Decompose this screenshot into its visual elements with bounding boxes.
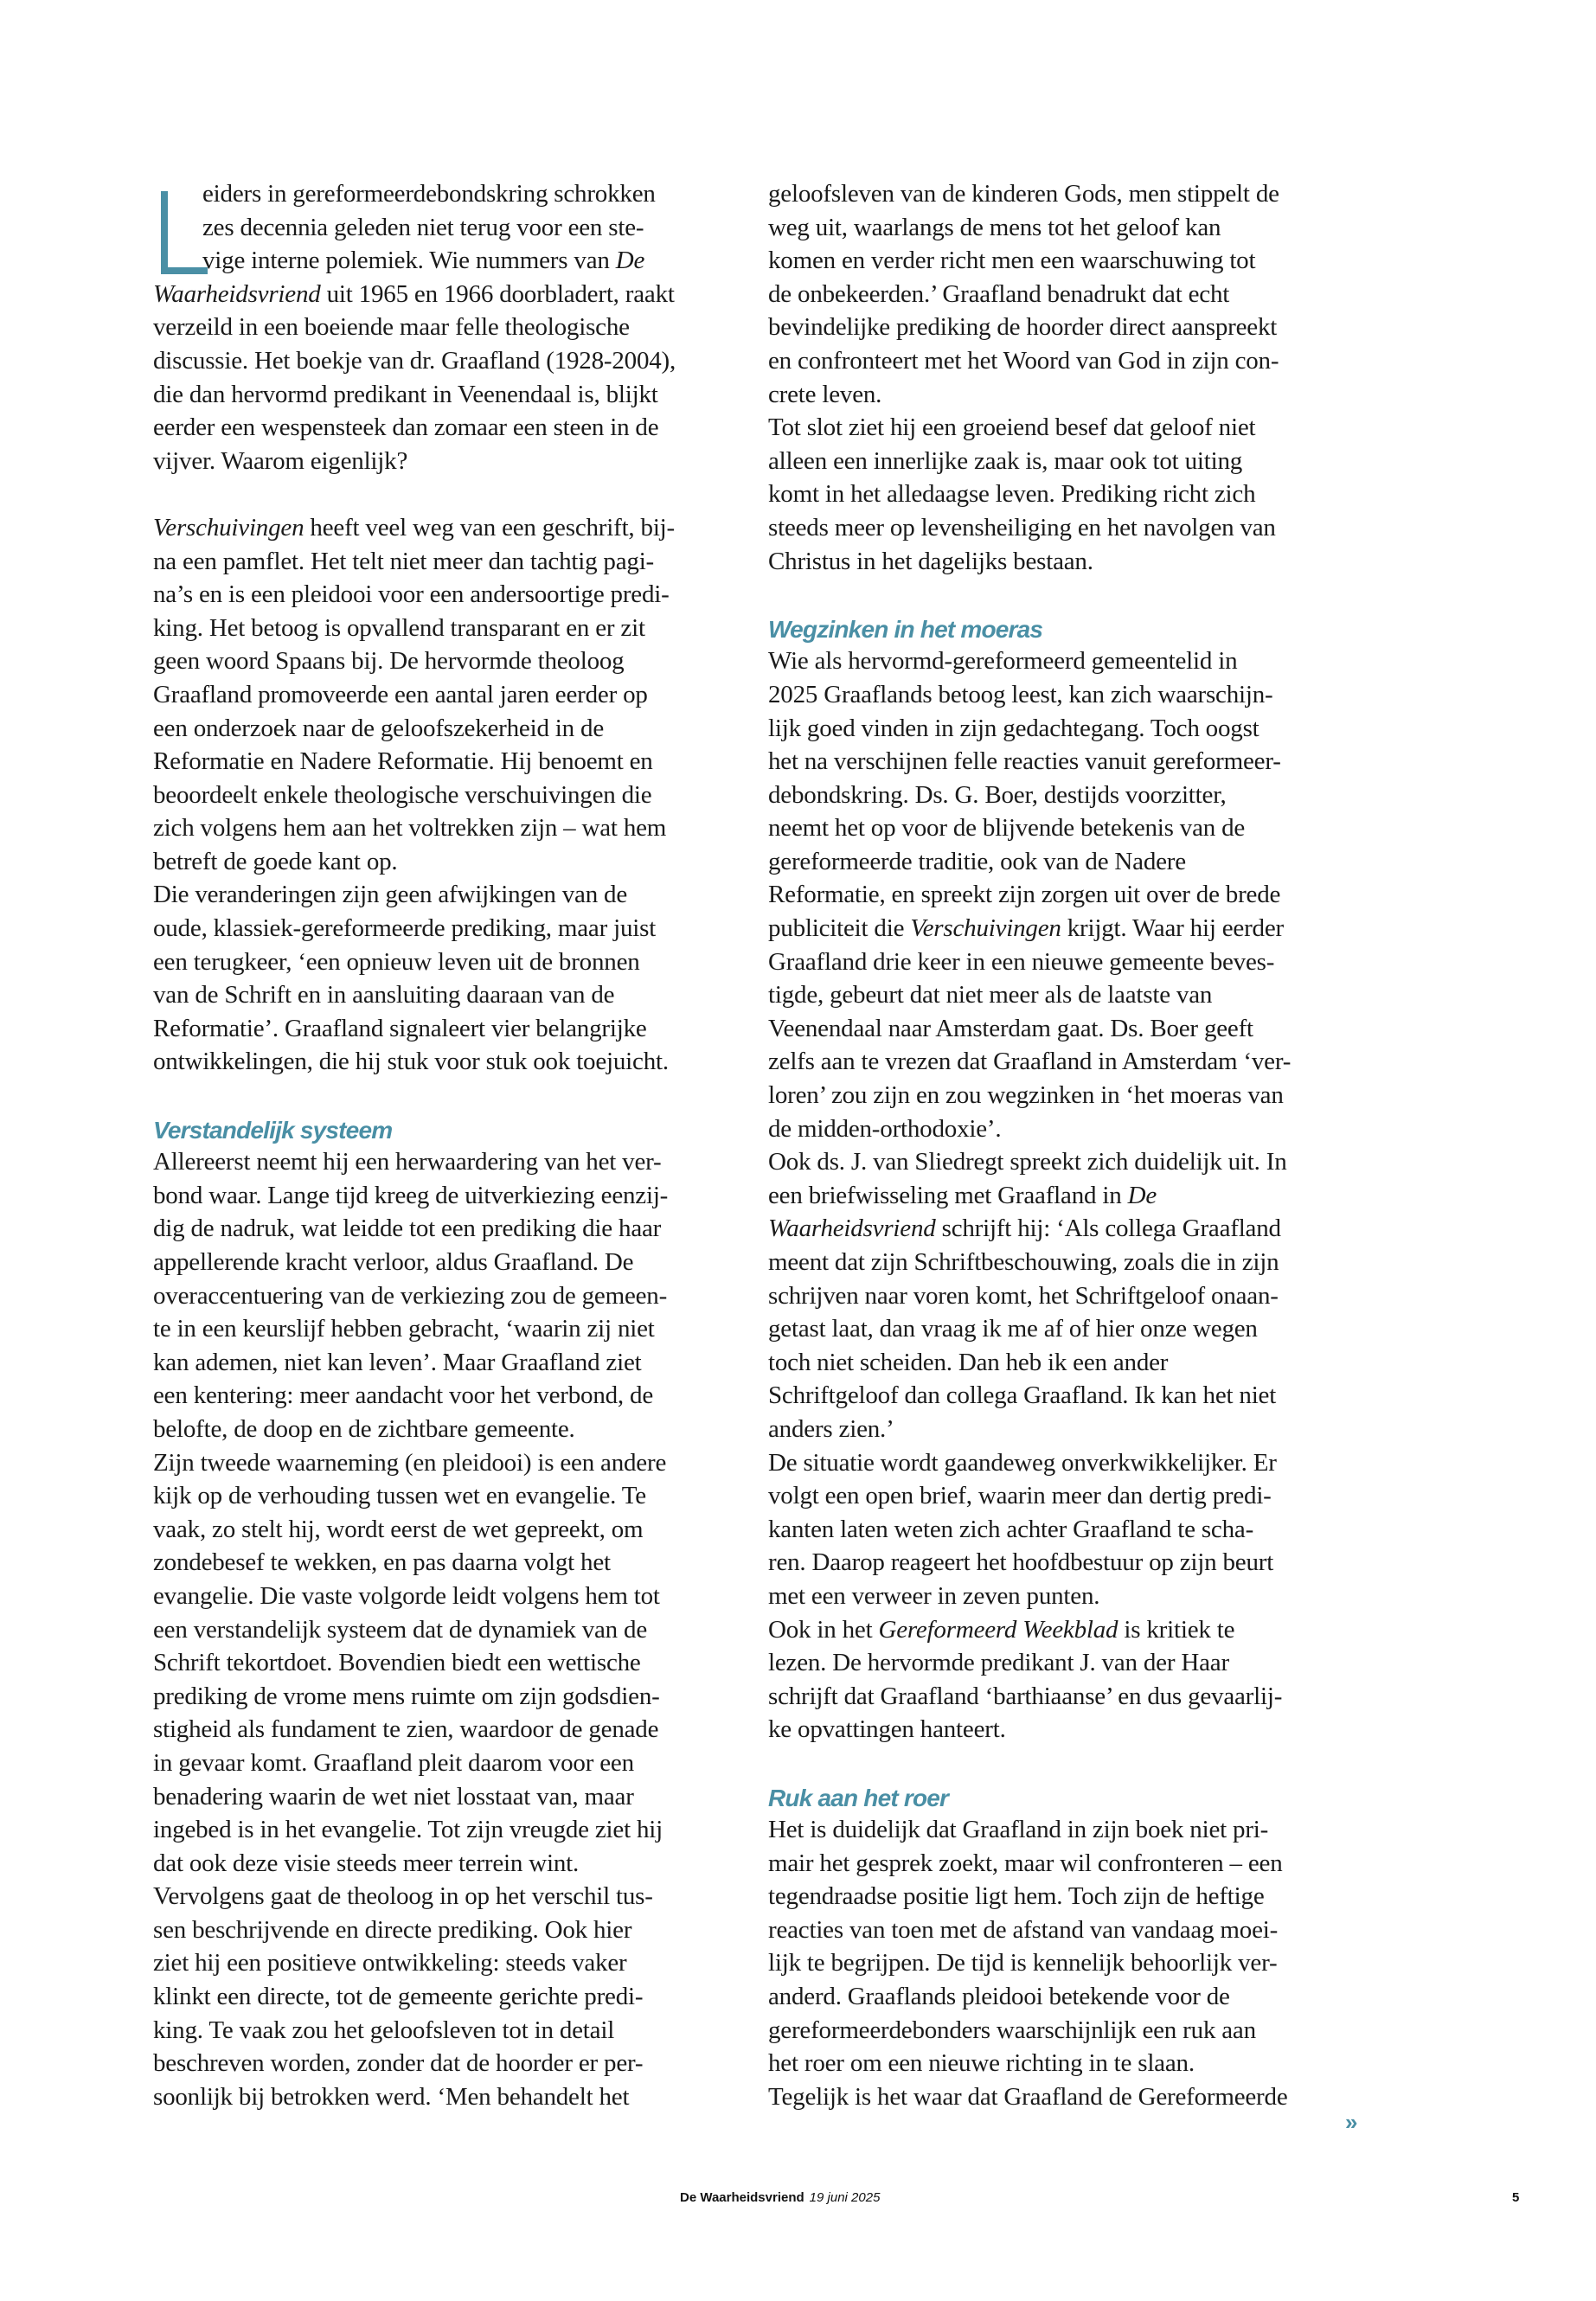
text-run: tigde, gebeurt dat niet meer als de laatste van bbox=[768, 981, 1213, 1009]
text-run: komen en verder richt men een waarschuwing tot bbox=[768, 247, 1256, 275]
text-run: gereformeerde traditie, ook van de Nadere bbox=[768, 847, 1186, 875]
text-line bbox=[768, 1513, 1339, 1547]
text-run: schrijft hij: ‘Als collega Graafland bbox=[935, 1215, 1281, 1243]
paragraph-gap bbox=[153, 478, 724, 511]
text-line bbox=[153, 445, 724, 478]
text-line bbox=[768, 1413, 1339, 1446]
text-line bbox=[153, 1446, 724, 1480]
text-run: lezen. De hervormde predikant J. van der Haar bbox=[768, 1649, 1229, 1677]
text-run: een kentering: meer aandacht voor het verbond, de bbox=[153, 1381, 654, 1410]
text-run: weg uit, waarlangs de mens tot het geloof kan bbox=[768, 213, 1221, 241]
text-run: alleen een innerlijke zaak is, maar ook tot uiting bbox=[768, 446, 1243, 475]
text-run: zes decennia geleden niet terug voor een ste- bbox=[202, 213, 644, 241]
text-run: ren. Daarop reageert het hoofdbestuur op zijn beurt bbox=[768, 1548, 1274, 1577]
text-line bbox=[153, 878, 724, 912]
text-line bbox=[153, 644, 724, 678]
italic-title: Verschuivingen bbox=[910, 914, 1061, 943]
text-run: Wie als hervormd-gereformeerd gemeentelid in bbox=[768, 647, 1238, 676]
text-run: zich volgens hem aan het voltrekken zijn – wat hem bbox=[153, 814, 667, 843]
text-run: bond waar. Lange tijd kreeg de uitverkiezing eenzij- bbox=[153, 1181, 669, 1209]
text-run: kijk op de verhouding tussen wet en evangelie. Te bbox=[153, 1482, 646, 1510]
text-run: volgt een open brief, waarin meer dan dertig predi- bbox=[768, 1482, 1272, 1510]
text-line bbox=[153, 1680, 724, 1714]
text-line bbox=[153, 978, 724, 1012]
text-run: krijgt. Waar hij eerder bbox=[1061, 914, 1284, 943]
text-run: schrijft dat Graafland ‘barthiaanse’ en dus gevaarlij- bbox=[768, 1682, 1283, 1710]
text-line bbox=[768, 2014, 1339, 2048]
text-run: Graafland promoveerde een aantal jaren eerder op bbox=[153, 680, 648, 708]
text-line bbox=[768, 1212, 1339, 1246]
page-number: 5 bbox=[1512, 2190, 1520, 2205]
text-run: belofte, de doop en de zichtbare gemeente. bbox=[153, 1414, 575, 1443]
text-line bbox=[153, 1145, 724, 1179]
text-line bbox=[153, 1379, 724, 1413]
text-run: publiciteit die bbox=[768, 914, 911, 943]
text-line bbox=[153, 1246, 724, 1279]
text-line bbox=[153, 678, 724, 712]
text-line bbox=[768, 511, 1339, 545]
text-line bbox=[768, 344, 1339, 378]
text-run: Reformatie’. Graafland signaleert vier belangrijke bbox=[153, 1014, 647, 1042]
text-run: zondebesef te wekken, en pas daarna volgt het bbox=[153, 1548, 611, 1577]
text-line bbox=[768, 1312, 1339, 1346]
text-line bbox=[153, 2047, 724, 2080]
text-line bbox=[153, 1346, 724, 1380]
text-run: king. Het betoog is opvallend transparant en er zit bbox=[153, 613, 645, 642]
text-line bbox=[768, 712, 1339, 746]
text-line bbox=[768, 1946, 1339, 1980]
text-run: Die veranderingen zijn geen afwijkingen van de bbox=[153, 881, 628, 909]
text-run: meent dat zijn Schriftbeschouwing, zoals die in zijn bbox=[768, 1248, 1279, 1276]
text-line bbox=[768, 644, 1339, 678]
text-line bbox=[153, 244, 724, 278]
text-line bbox=[768, 1012, 1339, 1046]
text-run: het na verschijnen felle reacties vanuit gereformeer- bbox=[768, 747, 1281, 776]
text-line bbox=[768, 912, 1339, 945]
text-line bbox=[153, 344, 724, 378]
text-line bbox=[768, 978, 1339, 1012]
text-line bbox=[153, 712, 724, 746]
text-run: soonlijk bij betrokken werd. ‘Men behandelt het bbox=[153, 2082, 630, 2111]
text-run: een verstandelijk systeem dat de dynamiek van de bbox=[153, 1615, 648, 1644]
text-line bbox=[153, 2080, 724, 2114]
text-line bbox=[153, 1613, 724, 1647]
text-run: vaak, zo stelt hij, wordt eerst de wet gepreekt, om bbox=[153, 1515, 644, 1543]
text-run: geen woord Spaans bij. De hervormde theoloog bbox=[153, 647, 625, 676]
text-line bbox=[768, 1546, 1339, 1580]
text-run: oude, klassiek-gereformeerde prediking, maar juist bbox=[153, 914, 657, 943]
text-line bbox=[153, 1980, 724, 2014]
text-run: Graafland drie keer in een nieuwe gemeente beves- bbox=[768, 947, 1275, 976]
text-run: mair het gesprek zoekt, maar wil confronteren – een bbox=[768, 1849, 1283, 1877]
italic-title: De bbox=[1127, 1181, 1157, 1209]
text-line bbox=[768, 244, 1339, 278]
text-run: getast laat, dan vraag ik me af of hier onze wegen bbox=[768, 1315, 1258, 1343]
text-line bbox=[153, 1813, 724, 1847]
text-run: sen beschrijvende en directe prediking. Ook hier bbox=[153, 1915, 632, 1944]
text-line bbox=[768, 445, 1339, 478]
text-run: een onderzoek naar de geloofszekerheid in de bbox=[153, 714, 604, 742]
text-line bbox=[768, 1680, 1339, 1714]
text-line bbox=[768, 177, 1339, 211]
text-run: ke opvattingen hanteert. bbox=[768, 1715, 1006, 1744]
text-run: uit 1965 en 1966 doorbladert, raakt bbox=[320, 279, 675, 308]
text-line bbox=[768, 411, 1339, 445]
text-run: te in een keurslijf hebben gebracht, ‘waarin zij niet bbox=[153, 1315, 655, 1343]
text-line bbox=[153, 1946, 724, 1980]
text-line bbox=[153, 1913, 724, 1947]
text-line bbox=[768, 1913, 1339, 1947]
text-line bbox=[153, 845, 724, 879]
text-line bbox=[768, 1112, 1339, 1146]
text-run: eiders in gereformeerdebondskring schrokken bbox=[202, 180, 656, 208]
text-line bbox=[153, 578, 724, 612]
text-line bbox=[768, 1646, 1339, 1680]
text-run: Het is duidelijk dat Graafland in zijn boek niet pri- bbox=[768, 1816, 1269, 1844]
text-run: lijk te begrijpen. De tijd is kennelijk behoorlijk ver- bbox=[768, 1949, 1278, 1977]
text-run: dig de nadruk, wat leidde tot een prediking die haar bbox=[153, 1215, 662, 1243]
text-run: toch niet scheiden. Dan heb ik een ander bbox=[768, 1348, 1169, 1376]
text-run: ingebed is in het evangelie. Tot zijn vreugde ziet hij bbox=[153, 1816, 663, 1844]
text-run: Zijn tweede waarneming (en pleidooi) is een andere bbox=[153, 1448, 667, 1477]
text-line bbox=[153, 1012, 724, 1046]
text-line bbox=[768, 1145, 1339, 1179]
text-line bbox=[768, 1479, 1339, 1513]
text-run: Christus in het dagelijks bestaan. bbox=[768, 547, 1093, 575]
paragraph-gap bbox=[768, 1747, 1339, 1780]
text-run: De situatie wordt gaandeweg onverkwikkelijker. Er bbox=[768, 1448, 1277, 1477]
text-run: de onbekeerden.’ Graafland benadrukt dat echt bbox=[768, 279, 1230, 308]
text-run: evangelie. Die vaste volgorde leidt volgens hem tot bbox=[153, 1581, 660, 1610]
footer-publication-info bbox=[680, 2190, 880, 2205]
text-line bbox=[768, 211, 1339, 245]
text-line bbox=[768, 1045, 1339, 1079]
text-run: beoordeelt enkele theologische verschuivingen die bbox=[153, 780, 652, 809]
text-line bbox=[153, 1646, 724, 1680]
text-line bbox=[153, 1713, 724, 1747]
text-run: appellerende kracht verloor, aldus Graafland. De bbox=[153, 1248, 634, 1276]
text-run: van de Schrift en in aansluiting daaraan van de bbox=[153, 981, 615, 1009]
text-line bbox=[153, 811, 724, 845]
text-line bbox=[768, 945, 1339, 979]
text-line bbox=[768, 2047, 1339, 2080]
text-run: Allereerst neemt hij een herwaardering van het ver- bbox=[153, 1148, 662, 1176]
text-line bbox=[153, 1513, 724, 1547]
text-run: een terugkeer, ‘een opnieuw leven uit de bronnen bbox=[153, 947, 640, 976]
text-line bbox=[768, 1379, 1339, 1413]
text-line bbox=[153, 1212, 724, 1246]
text-run: komt in het alledaagse leven. Prediking richt zich bbox=[768, 480, 1256, 509]
text-line bbox=[153, 511, 724, 545]
text-run: crete leven. bbox=[768, 380, 882, 408]
text-run: reacties van toen met de afstand van vandaag moei- bbox=[768, 1915, 1279, 1944]
text-line bbox=[153, 945, 724, 979]
text-line bbox=[153, 211, 724, 245]
text-run: en confronteert met het Woord van God in zijn con- bbox=[768, 346, 1279, 375]
text-line bbox=[768, 378, 1339, 412]
text-run: loren’ zou zijn en zou wegzinken in ‘het moeras van bbox=[768, 1081, 1284, 1110]
text-run: vige interne polemiek. Wie nummers van bbox=[202, 247, 616, 275]
text-line bbox=[768, 1580, 1339, 1613]
text-run: anders zien.’ bbox=[768, 1414, 894, 1443]
text-line bbox=[153, 2014, 724, 2048]
text-line bbox=[768, 311, 1339, 344]
text-line bbox=[768, 1980, 1339, 2014]
text-run: 2025 Graaflands betoog leest, kan zich waarschijn- bbox=[768, 680, 1273, 708]
text-run: schrijven naar voren komt, het Schriftgeloof onaan- bbox=[768, 1281, 1279, 1310]
section-heading: Ruk aan het roer bbox=[768, 1784, 949, 1811]
article-column-right bbox=[768, 177, 1339, 2113]
text-line bbox=[153, 378, 724, 412]
text-run: Ook in het bbox=[768, 1615, 879, 1644]
text-line bbox=[768, 278, 1339, 311]
text-run: kan ademen, niet kan leven’. Maar Graafland ziet bbox=[153, 1348, 642, 1376]
text-line bbox=[153, 779, 724, 812]
text-line bbox=[768, 2080, 1339, 2114]
text-line bbox=[768, 1713, 1339, 1747]
text-run: anderd. Graaflands pleidooi betekende voor de bbox=[768, 1983, 1230, 2011]
text-line bbox=[153, 1312, 724, 1346]
text-run: verzeild in een boeiende maar felle theologische bbox=[153, 313, 630, 342]
text-line bbox=[768, 1880, 1339, 1913]
text-line bbox=[153, 745, 724, 779]
text-line bbox=[153, 912, 724, 945]
paragraph-gap bbox=[768, 578, 1339, 612]
text-run: Ook ds. J. van Sliedregt spreekt zich duidelijk uit. In bbox=[768, 1148, 1287, 1176]
italic-title: De bbox=[615, 247, 645, 275]
text-line bbox=[153, 311, 724, 344]
text-run: stigheid als fundament te zien, waardoor de genade bbox=[153, 1715, 659, 1744]
text-run: Veenendaal naar Amsterdam gaat. Ds. Boer geeft bbox=[768, 1014, 1253, 1042]
section-heading: Wegzinken in het moeras bbox=[768, 615, 1043, 643]
text-run: Schrift tekortdoet. Bovendien biedt een wettische bbox=[153, 1649, 641, 1677]
text-line bbox=[153, 1413, 724, 1446]
text-run: neemt het op voor de blijvende betekenis van de bbox=[768, 814, 1246, 843]
text-line bbox=[153, 1847, 724, 1881]
text-run: is kritiek te bbox=[1118, 1615, 1235, 1644]
text-line bbox=[768, 1446, 1339, 1480]
italic-title: Waarheidsvriend bbox=[153, 279, 321, 308]
article-column-left bbox=[153, 177, 724, 2113]
text-line bbox=[768, 478, 1339, 511]
text-run: betreft de goede kant op. bbox=[153, 847, 398, 875]
text-run: steeds meer op levensheiliging en het navolgen van bbox=[768, 513, 1276, 542]
text-run: discussie. Het boekje van dr. Graafland (1928-2004), bbox=[153, 346, 676, 375]
text-run: zelfs aan te vrezen dat Graafland in Amsterdam ‘ver- bbox=[768, 1048, 1292, 1076]
publication-date: 19 juni 2025 bbox=[809, 2190, 881, 2205]
text-run: tegendraadse positie ligt hem. Toch zijn de heftige bbox=[768, 1882, 1265, 1911]
text-run: kanten laten weten zich achter Graafland te scha- bbox=[768, 1515, 1254, 1543]
text-run: ziet hij een positieve ontwikkeling: steeds vaker bbox=[153, 1949, 627, 1977]
text-run: Reformatie en Nadere Reformatie. Hij benoemt en bbox=[153, 747, 653, 776]
text-run: die dan hervormd predikant in Veenendaal is, blijkt bbox=[153, 380, 658, 408]
text-line bbox=[153, 1747, 724, 1780]
italic-title: Waarheidsvriend bbox=[768, 1215, 936, 1243]
text-run: Tot slot ziet hij een groeiend besef dat geloof niet bbox=[768, 413, 1256, 442]
text-run: dat ook deze visie steeds meer terrein wint. bbox=[153, 1849, 580, 1877]
text-line bbox=[768, 545, 1339, 579]
text-run: eerder een wespensteek dan zomaar een steen in de bbox=[153, 413, 659, 442]
text-line bbox=[768, 678, 1339, 712]
text-line bbox=[768, 811, 1339, 845]
text-run: benadering waarin de wet niet losstaat van, maar bbox=[153, 1782, 634, 1811]
text-line bbox=[768, 1813, 1339, 1847]
text-run: heeft veel weg van een geschrift, bij- bbox=[304, 513, 675, 542]
text-run: Schriftgeloof dan collega Graafland. Ik kan het niet bbox=[768, 1381, 1277, 1410]
text-run: beschreven worden, zonder dat de hoorder er per- bbox=[153, 2049, 644, 2078]
text-run: klinkt een directe, tot de gemeente gerichte predi- bbox=[153, 1983, 644, 2011]
text-line bbox=[153, 1780, 724, 1814]
text-line bbox=[768, 1246, 1339, 1279]
publication-name: De Waarheidsvriend bbox=[680, 2190, 804, 2205]
text-run: prediking de vrome mens ruimte om zijn godsdien- bbox=[153, 1682, 660, 1710]
section-heading: Verstandelijk systeem bbox=[153, 1116, 393, 1144]
text-line bbox=[153, 411, 724, 445]
text-line bbox=[153, 1045, 724, 1079]
text-run: gereformeerdebonders waarschijnlijk een ruk aan bbox=[768, 2016, 1256, 2044]
text-run: debondskring. Ds. G. Boer, destijds voorzitter, bbox=[768, 780, 1227, 809]
text-run: na een pamflet. Het telt niet meer dan tachtig pagi- bbox=[153, 547, 655, 575]
italic-title: Gereformeerd Weekblad bbox=[878, 1615, 1118, 1644]
text-line bbox=[153, 1546, 724, 1580]
text-line bbox=[768, 745, 1339, 779]
text-line bbox=[768, 1847, 1339, 1881]
paragraph-gap bbox=[153, 1079, 724, 1112]
text-line bbox=[153, 1580, 724, 1613]
text-run: met een verweer in zeven punten. bbox=[768, 1581, 1100, 1610]
text-run: de midden-orthodoxie’. bbox=[768, 1114, 1002, 1143]
text-line bbox=[153, 545, 724, 579]
text-line bbox=[768, 779, 1339, 812]
text-line bbox=[153, 278, 724, 311]
text-run: king. Te vaak zou het geloofsleven tot in detail bbox=[153, 2016, 615, 2044]
text-run: Tegelijk is het waar dat Graafland de Gereformeerde bbox=[768, 2082, 1288, 2111]
text-run: in gevaar komt. Graafland pleit daarom voor een bbox=[153, 1748, 634, 1777]
text-line bbox=[153, 612, 724, 645]
text-line bbox=[153, 1179, 724, 1213]
text-run: na’s en is een pleidooi voor een andersoortige predi- bbox=[153, 580, 670, 609]
text-run: lijk goed vinden in zijn gedachtegang. Toch oogst bbox=[768, 714, 1259, 742]
text-run: geloofsleven van de kinderen Gods, men stippelt de bbox=[768, 180, 1279, 208]
text-run: vijver. Waarom eigenlijk? bbox=[153, 446, 408, 475]
text-run: Vervolgens gaat de theoloog in op het verschil tus- bbox=[153, 1882, 653, 1911]
text-line bbox=[768, 1279, 1339, 1313]
text-line bbox=[153, 1479, 724, 1513]
italic-title: Verschuivingen bbox=[153, 513, 304, 542]
text-run: Reformatie, en spreekt zijn zorgen uit over de brede bbox=[768, 881, 1281, 909]
text-line bbox=[768, 845, 1339, 879]
continue-arrow-icon: » bbox=[1345, 2109, 1358, 2135]
text-line bbox=[153, 1880, 724, 1913]
text-line bbox=[768, 1346, 1339, 1380]
text-run: ontwikkelingen, die hij stuk voor stuk ook toejuicht. bbox=[153, 1048, 669, 1076]
text-line bbox=[153, 177, 724, 211]
text-run: bevindelijke prediking de hoorder direct aanspreekt bbox=[768, 313, 1278, 342]
text-run: een briefwisseling met Graafland in bbox=[768, 1181, 1128, 1209]
text-line bbox=[768, 1613, 1339, 1647]
text-run: het roer om een nieuwe richting in te slaan. bbox=[768, 2049, 1195, 2078]
text-run: overaccentuering van de verkiezing zou de gemeen- bbox=[153, 1281, 668, 1310]
text-line bbox=[768, 1079, 1339, 1112]
text-line bbox=[153, 1279, 724, 1313]
text-line bbox=[768, 1179, 1339, 1213]
text-line bbox=[768, 878, 1339, 912]
